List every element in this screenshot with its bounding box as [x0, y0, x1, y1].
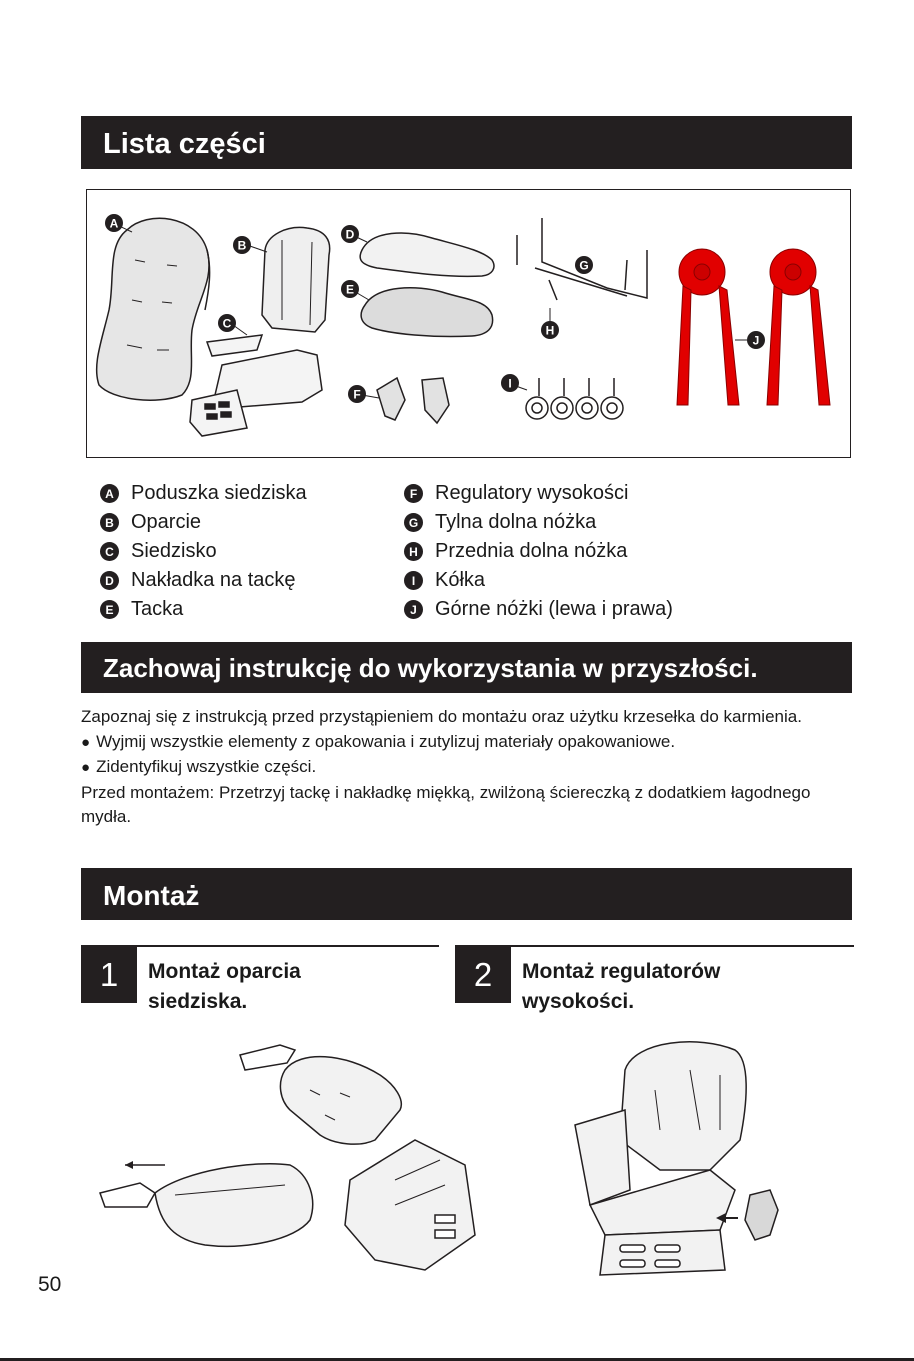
legend-badge: G — [404, 513, 423, 532]
marker-g: G — [579, 258, 589, 273]
upper-legs-drawing — [677, 249, 830, 405]
legend-label: Górne nóżki (lewa i prawa) — [435, 598, 673, 620]
legend-label: Siedzisko — [131, 540, 217, 562]
legend-badge: J — [404, 600, 423, 619]
parts-list-heading — [81, 116, 852, 169]
marker-i: I — [508, 376, 512, 391]
step-title — [148, 957, 301, 1017]
parts-list-title: Lista części — [103, 128, 266, 160]
seat-cushion-drawing — [97, 218, 210, 400]
assembly-title: Montaż — [103, 880, 200, 911]
legend-item — [404, 566, 673, 595]
intro-paragraph: Zapoznaj się z instrukcją przed przystąpieniem do montażu oraz użytku krzesełka do karmienia. — [81, 707, 802, 726]
parts-legend-left — [100, 479, 307, 624]
legend-badge: B — [100, 513, 119, 532]
intro-bullet — [81, 755, 861, 781]
marker-c: C — [222, 316, 232, 331]
legend-label: Nakładka na tackę — [131, 569, 296, 591]
legend-badge: E — [100, 600, 119, 619]
intro-paragraph: Przed montażem: Przetrzyj tackę i nakładkę miękką, zwilżoną ściereczką z dodatkiem łagodnego mydła. — [81, 782, 811, 826]
legend-label: Tacka — [131, 598, 184, 620]
legend-badge: H — [404, 542, 423, 561]
legend-label: Poduszka siedziska — [131, 482, 307, 504]
step2-illustration — [560, 1030, 790, 1280]
legend-badge: D — [100, 571, 119, 590]
keep-instructions-heading — [81, 642, 852, 693]
intro-text — [81, 705, 861, 830]
parts-drawing — [87, 190, 852, 459]
marker-b: B — [237, 238, 247, 253]
height-regulators-drawing — [377, 378, 449, 423]
tray-drawing — [361, 288, 492, 337]
parts-illustration — [86, 189, 851, 458]
marker-a: A — [109, 216, 119, 231]
legend-badge: F — [404, 484, 423, 503]
legend-badge: I — [404, 571, 423, 590]
backrest-drawing — [262, 227, 330, 332]
casters-drawing — [526, 378, 623, 419]
marker-e: E — [345, 282, 355, 297]
marker-j: J — [752, 333, 760, 348]
step-title-line: siedziska. — [148, 990, 248, 1013]
legend-badge: C — [100, 542, 119, 561]
legend-item — [100, 479, 307, 508]
marker-f: F — [353, 387, 361, 402]
legend-badge: A — [100, 484, 119, 503]
legend-item — [100, 508, 307, 537]
step-title-line: Montaż regulatorów — [522, 960, 721, 983]
legend-item — [100, 537, 307, 566]
legend-label: Tylna dolna nóżka — [435, 511, 597, 533]
intro-bullet — [81, 730, 861, 756]
step-number: 1 — [81, 947, 137, 1003]
legend-label: Kółka — [435, 569, 486, 591]
step1-illustration — [95, 1035, 505, 1280]
step-title-line: Montaż oparcia — [148, 960, 301, 983]
legend-item — [100, 595, 307, 624]
legend-label: Regulatory wysokości — [435, 482, 629, 504]
legend-item — [404, 508, 673, 537]
legend-item — [404, 595, 673, 624]
marker-h: H — [545, 323, 555, 338]
step-title-line: wysokości. — [522, 990, 635, 1013]
intro-bullet-text: Zidentyfikuj wszystkie części. — [96, 757, 317, 776]
page-number: 50 — [38, 1273, 62, 1296]
assembly-heading — [81, 868, 852, 920]
tray-cover-drawing — [360, 233, 494, 276]
keep-instructions-title: Zachowaj instrukcję do wykorzystania w przyszłości. — [103, 653, 758, 683]
step-divider — [455, 945, 854, 947]
marker-d: D — [345, 227, 355, 242]
legend-item — [100, 566, 307, 595]
intro-bullet-text: Wyjmij wszystkie elementy z opakowania i zutylizuj materiały opakowaniowe. — [96, 731, 676, 751]
seat-drawing — [190, 335, 322, 436]
step-title — [522, 957, 720, 1017]
parts-legend-right — [404, 479, 673, 624]
legend-item — [404, 479, 673, 508]
legend-label: Przednia dolna nóżka — [435, 540, 628, 562]
legend-label: Oparcie — [131, 511, 202, 533]
step-number: 2 — [455, 947, 511, 1003]
legend-item — [404, 537, 673, 566]
